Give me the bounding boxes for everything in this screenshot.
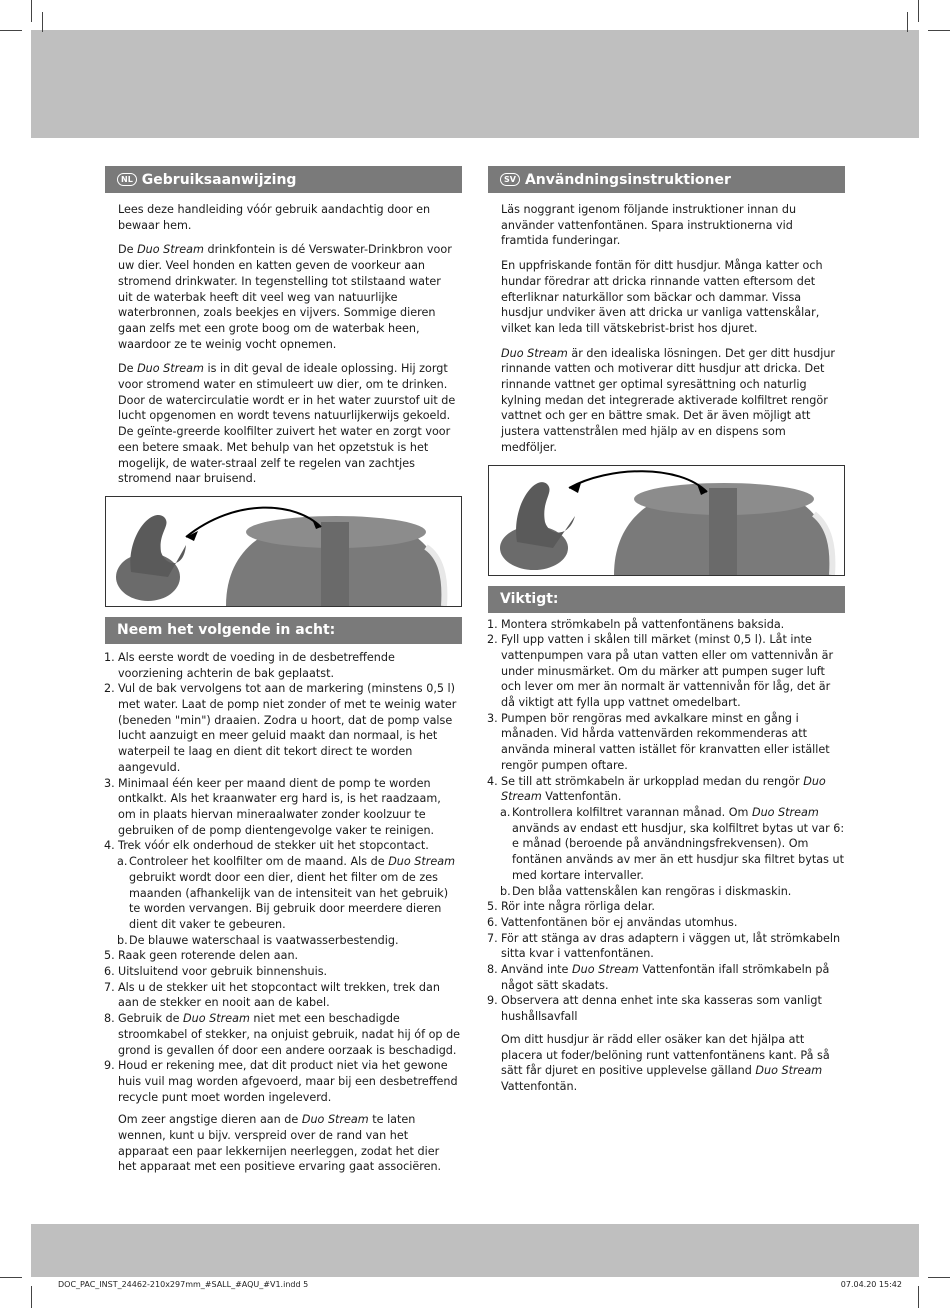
list-item: 5. Rör inte några rörliga delar.: [487, 900, 655, 914]
sv-language-badge: SV: [500, 173, 520, 186]
bottom-gray-band: [31, 1224, 919, 1277]
nl-paragraph: Lees deze handleiding vóór gebruik aandachtig door en bewaar hem.: [118, 203, 431, 232]
nl-closing-paragraph: Om zeer angstige dieren aan de Duo Stream te laten wennen, kunt u bijv. verspreid over de rand van het apparaat een paar lekkernijen neerleggen, zodat het dier het apparaat met een positieve ervaring gaat associëren.: [118, 1113, 442, 1174]
list-item: 7. För att stänga av dras adaptern i väggen ut, låt strömkabeln sitta kvar i vattenfontänen.: [487, 931, 841, 961]
list-item: 5. Raak geen roterende delen aan.: [104, 949, 299, 963]
list-item: 3. Pumpen bör rengöras med avkalkare minst en gång i månaden. Vid hårda vattenvärden rekommenderas att använda mineral vatten istället för kranvatten eller istället rengör pumpen oftare.: [487, 711, 830, 772]
list-item: 1. Montera strömkabeln på vattenfontänens baksida.: [487, 617, 785, 631]
fountain-illustration: [489, 466, 844, 575]
nl-section-heading: [105, 166, 462, 193]
nl-sublist: [105, 854, 462, 948]
swedish-column: [488, 166, 845, 1104]
fountain-image: [105, 496, 462, 607]
list-item: 6. Uitsluitend voor gebruik binnenshuis.: [104, 965, 328, 979]
list-item: 9. Houd er rekening mee, dat dit product niet via het gewone huis vuil mag worden afgevoerd, maar bij een desbetreffend recycle punt moet worden ingeleverd.: [104, 1059, 458, 1104]
sub-list-item: b. De blauwe waterschaal is vaatwasserbestendig.: [117, 933, 399, 947]
list-item: 8. Gebruik de Duo Stream niet met een beschadigde stroomkabel of stekker, na onjuist gebruik, nadat hij óf op de grond is gevallen óf door een andere oorzaak is beschadigd.: [104, 1012, 461, 1057]
sv-section-heading: [488, 166, 845, 193]
nl-language-badge: NL: [117, 173, 137, 186]
sub-list-item: a. Kontrollera kolfiltret varannan månad. Om Duo Stream används av endast ett husdjur, ska kolfiltret bytas ut var 6: e månad (beroende på användningsfrekvensen). Om fontänen används av mer än ett husdjur ska filtret bytas ut med kortare intervaller.: [500, 805, 845, 882]
fountain-image: [488, 465, 845, 576]
list-item: 1. Als eerste wordt de voeding in de desbetreffende voorziening achterin de bak geplaatst.: [104, 650, 395, 680]
list-item: 6. Vattenfontänen bör ej användas utomhus.: [487, 915, 738, 929]
list-item: 7. Als u de stekker uit het stopcontact wilt trekken, trek dan aan de stekker en nooit aan de kabel.: [104, 980, 440, 1010]
sv-paragraph: En uppfriskande fontän för ditt husdjur. Många katter och hundar föredrar att dricka rinnande vatten eftersom det efterliknar naturkällor som bäckar och dammar. Vissa husdjur undviker även att dricka ur vanliga vattenskålar, vilket kan leda till vätskebrist-brist hos djuret.: [501, 259, 823, 335]
sv-notice-title: Viktigt:: [500, 591, 559, 608]
sv-sublist: [488, 805, 845, 899]
sv-paragraph: Läs noggrant igenom följande instruktioner innan du använder vattenfontänen. Spara instruktionerna vid framtida funderingar.: [501, 203, 797, 248]
list-item: 8. Använd inte Duo Stream Vattenfontän ifall strömkabeln på något sätt skadats.: [487, 963, 830, 992]
list-item: 9. Observera att denna enhet inte ska kasseras som vanligt hushållsavfall: [487, 994, 822, 1024]
sv-section-title: Användningsinstruktioner: [524, 171, 731, 188]
list-item: 3. Minimaal één keer per maand dient de pomp te worden ontkalkt. Als het kraanwater erg hard is, is het raadzaam, om in plaats hiervan mineraalwater zonder koolzuur te gebruiken of de pomp dientengevolge vaker te reinigen.: [104, 776, 441, 837]
nl-notice-heading: [105, 617, 462, 644]
sub-list-item: a. Controleer het koolfilter om de maand. Als de Duo Stream gebruikt wordt door een dier, dient het filter om de zes maanden (afhankelijk van de intensiteit van het gebruik) te worden vervangen. Bij gebruik door meerdere dieren dient dit vaker te gebeuren.: [117, 855, 456, 931]
sv-notice-heading: [488, 586, 845, 613]
sv-closing-paragraph: Om ditt husdjur är rädd eller osäker kan det hjälpa att placera ut foder/belöning runt vattenfontänens kant. På så sätt får djuret en positive upplevelse gälland Duo Stream Vattenfontän.: [501, 1032, 830, 1093]
fountain-illustration: [106, 497, 461, 606]
nl-paragraph: De Duo Stream is in dit geval de ideale oplossing. Hij zorgt voor stromend water en stimuleert uw dier, om te drinken. Door de watercirculatie wordt er in het water zuurstof uit de lucht opgenomen en wordt tevens natuurlijkerwijs gekoeld. De geïnte-greerde koolfilter zuivert het water en zorgt voor een betere smaak. Met behulp van het opzetstuk is het mogelijk, de water-straal zelf te regelen van zachtjes stromend naar bruisend.: [118, 362, 456, 486]
list-item: 4. Se till att strömkabeln är urkopplad medan du rengör Duo Stream Vattenfontän. a. Kontrollera kolfiltret varannan månad. Om Duo Stream används av endast ett husdjur, ska kolfiltret bytas ut var 6: e månad (beroende på användningsfrekvensen). Om fontänen används av mer än ett husdjur ska filtret bytas ut med kortare intervaller. b. Den blåa vattenskålen kan rengöras i diskmaskin.: [487, 774, 845, 898]
nl-paragraph: De Duo Stream drinkfontein is dé Verswater-Drinkbron voor uw dier. Veel honden en katten geven de voorkeur aan stromend drinkwater. In tegenstelling tot stilstaand water uit de waterbak heeft dit veel weg van natuurlijke waterbronnen, zoals beekjes en vijvers. Sommige dieren gaan zelfs met een grote boog om de waterbak heen, waardoor ze te weinig vocht opnemen.: [118, 243, 452, 351]
sv-instruction-list: [488, 617, 845, 1025]
list-item: 2. Fyll upp vatten i skålen till märket (minst 0,5 l). Låt inte vattenpumpen vara på utan vatten eller om vattennivån är under minusmärket. Om du märker att pumpen suger luft och lever om mer än normalt är vattennivån för låg, det är då viktigt att fylla upp vattnet omedelbart.: [487, 633, 834, 710]
sub-list-item: b. Den blåa vattenskålen kan rengöras i diskmaskin.: [500, 884, 792, 898]
nl-section-title: Gebruiksaanwijzing: [141, 171, 297, 188]
top-gray-band: [31, 30, 919, 138]
list-item: 2. Vul de bak vervolgens tot aan de markering (minstens 0,5 l) met water. Laat de pomp niet zonder of met te weinig water (beneden "min") draaien. Zodra u hoort, dat de pomp valse lucht aanzuigt en meer geluid maakt dan normaal, is het waterpeil te laag en dient dit tekort direct te worden aangevuld.: [104, 682, 457, 774]
footer-timestamp: 07.04.20 15:42: [840, 1280, 902, 1289]
nl-notice-title: Neem het volgende in acht:: [117, 622, 336, 639]
sv-paragraph: Duo Stream är den idealiska lösningen. Det ger ditt husdjur rinnande vatten och motiverar ditt husdjur att dricka. Det rinnande vattnet ger optimal syresättning och naturlig kylning medan det integrerade aktiverade kolfiltret rengör vattnet och ger en bättre smak. Det är även möjligt att justera vattenstrålen med hjälp av en dispens som medföljer.: [501, 346, 836, 454]
dutch-column: [105, 166, 462, 1184]
list-item: 4. Trek vóór elk onderhoud de stekker uit het stopcontact. a. Controleer het koolfilter om de maand. Als de Duo Stream gebruikt wordt door een dier, dient het filter om de zes maanden (afhankelijk van de intensiteit van het gebruik) te worden vervangen. Bij gebruik door meerdere dieren dient dit vaker te gebeuren. b. De blauwe waterschaal is vaatwasserbestendig.: [105, 838, 462, 948]
nl-instruction-list: [105, 650, 462, 1105]
footer-file-info: DOC_PAC_INST_24462-210x297mm_#SALL_#AQU_#V1.indd 5: [58, 1280, 309, 1289]
